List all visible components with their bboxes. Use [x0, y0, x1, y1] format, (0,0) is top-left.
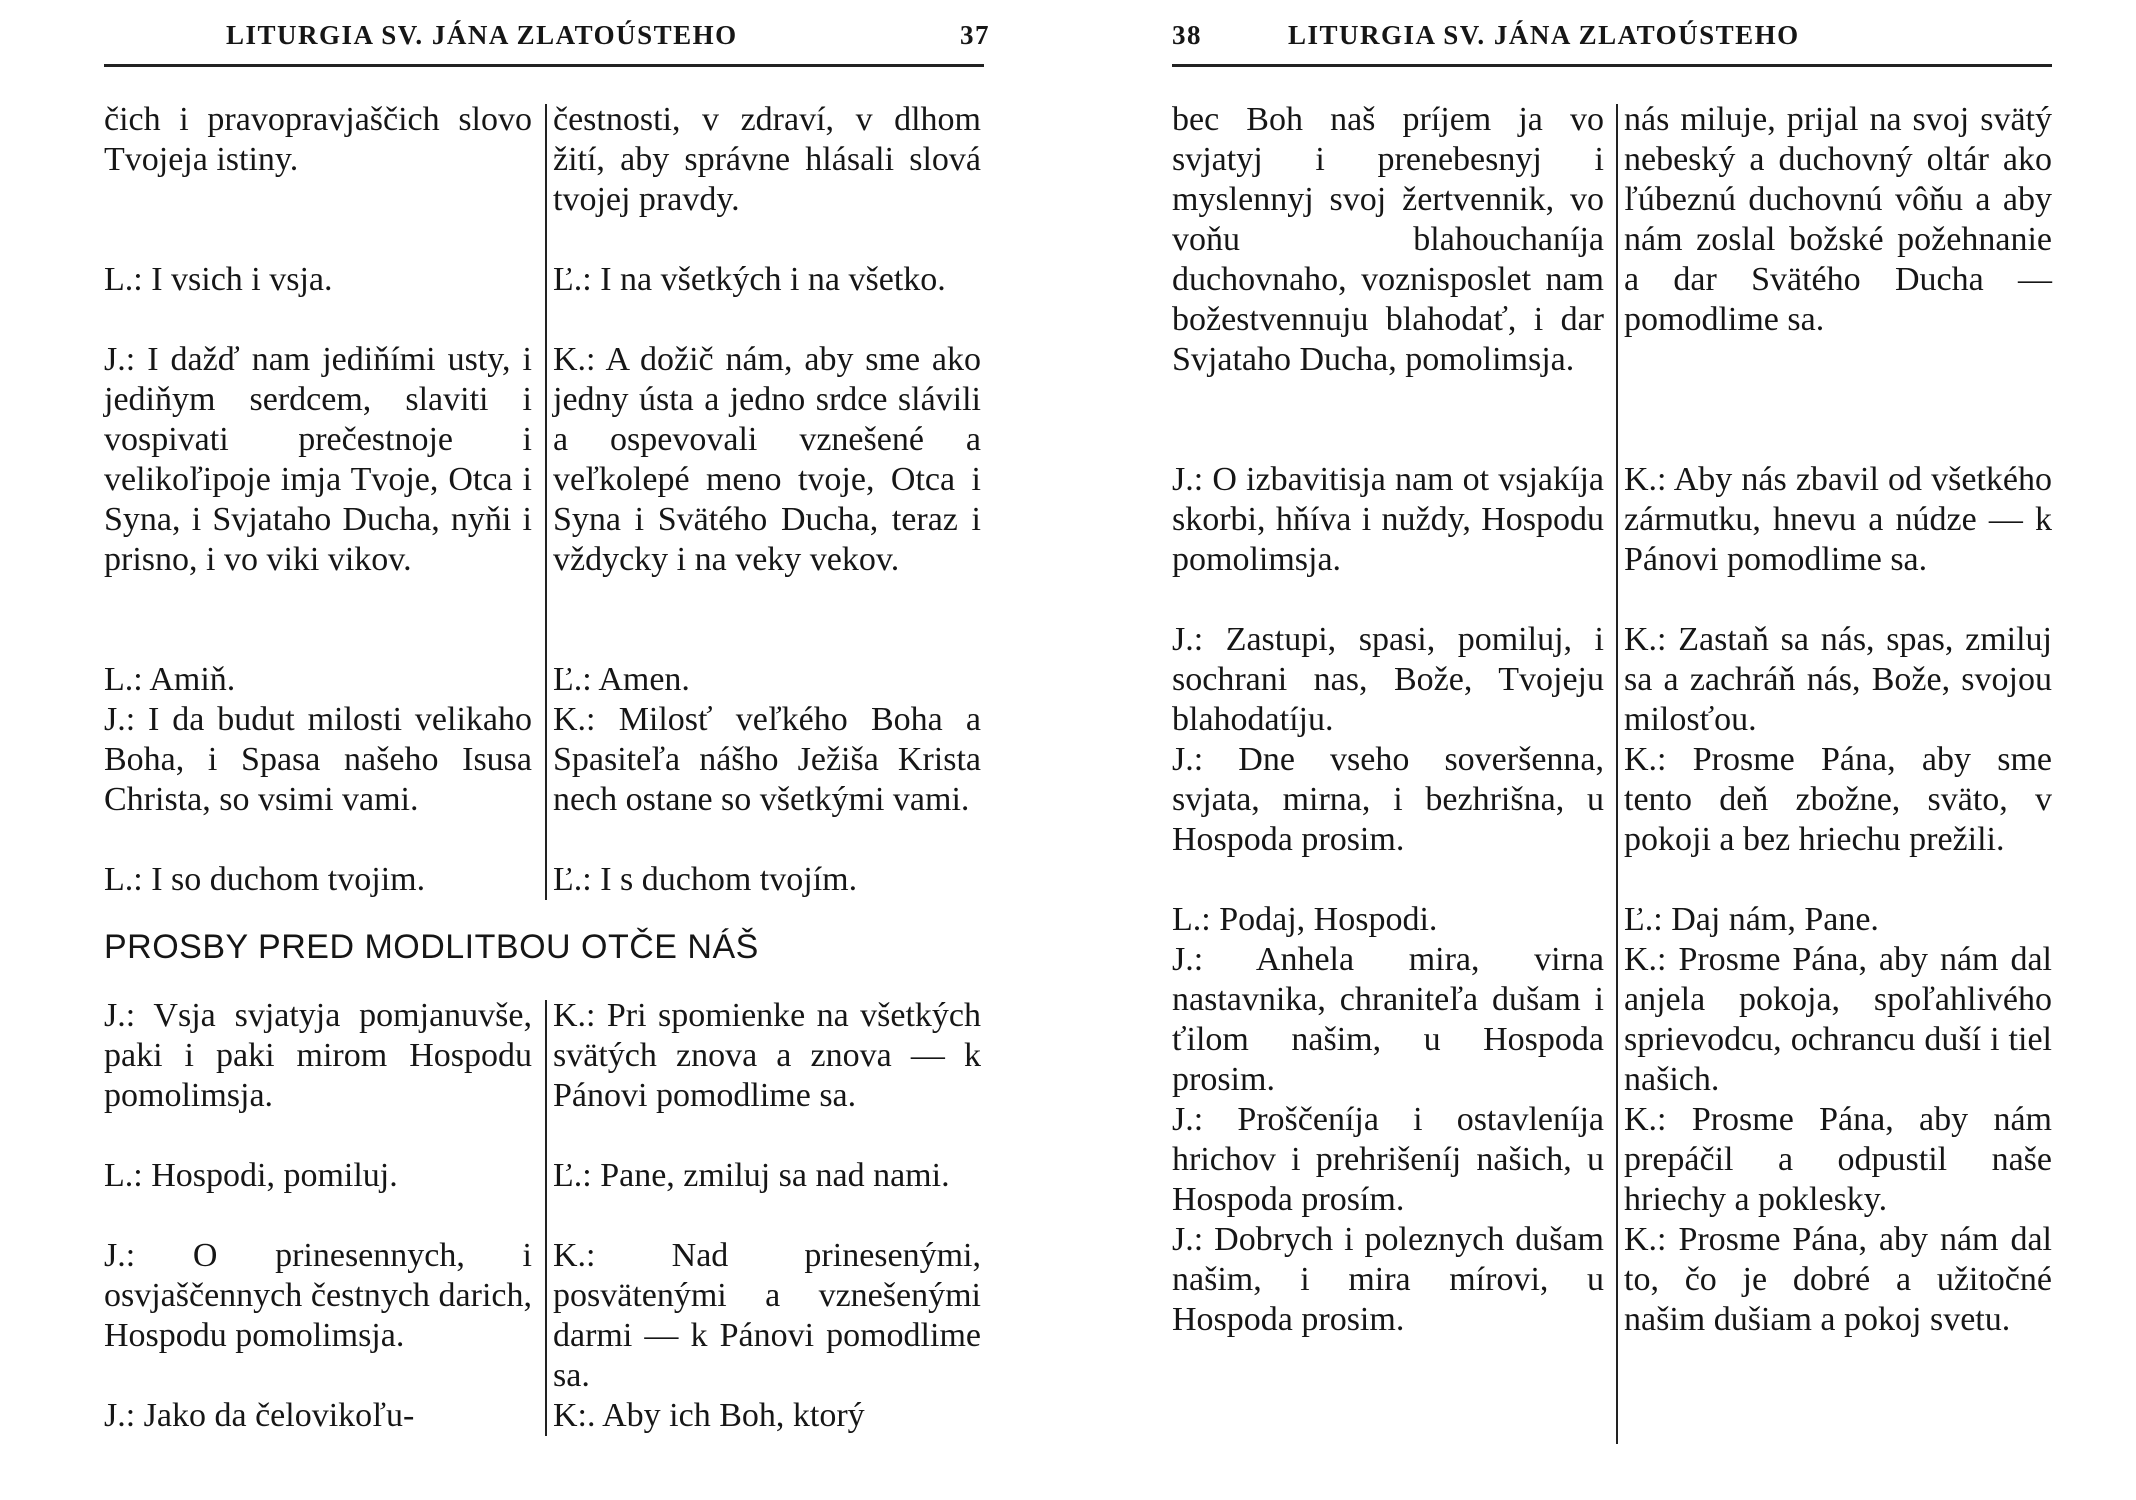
text-segment: K.: Prosme Pána, aby sme tento deň zbožne, sväto, v pokoji a bez hriechu prežili.	[1624, 741, 2052, 858]
header-rule	[1172, 64, 2052, 67]
text-segment: J.: I dažď nam jediňími usty, i jediňym serdcem, slaviti i vospivati prečestnoje i velikoľipoje imja Tvoje, Otca i Syna, i Svjataho Ducha, nyňi i prisno, i vo viki vikov.	[104, 341, 532, 578]
column-slovak	[1624, 100, 2052, 1380]
text-segment: K.: Zastaň sa nás, spas, zmiluj sa a zachráň nás, Bože, svojou milosťou.	[1624, 621, 2052, 738]
header-rule	[104, 64, 984, 67]
text-segment: L.: Amiň.	[104, 661, 236, 698]
text-segment: L.: Hospodi, pomiluj.	[104, 1157, 398, 1194]
running-header: LITURGIA SV. JÁNA ZLATOÚSTEHO	[226, 20, 738, 50]
text-segment: J.: Anhela mira, virna nastavnika, chraniteľa dušam i ťilom našim, u Hospoda prosim.	[1172, 941, 1604, 1098]
column-rusyn-bottom	[104, 996, 532, 1436]
column-slovak-top	[553, 100, 981, 900]
column-divider	[545, 1000, 547, 1436]
text-segment: J.: Vsja svjatyja pomjanuvše, paki i paki mirom Hospodu pomolimsja.	[104, 997, 532, 1114]
text-segment: Ľ.: I na všetkých i na všetko.	[553, 261, 946, 298]
text-segment: K:. Aby ich Boh, ktorý	[553, 1397, 865, 1434]
text-segment: Ľ.: Amen.	[553, 661, 690, 698]
text-segment: K.: Aby nás zbavil od všetkého zármutku, hnevu a núdze — k Pánovi pomodlime sa.	[1624, 461, 2052, 578]
page-number: 38	[1172, 20, 1202, 50]
page-number: 37	[960, 20, 990, 50]
text-segment: J.: Dne vseho soveršenna, svjata, mirna, i bezhrišna, u Hospoda prosim.	[1172, 741, 1604, 858]
running-header: LITURGIA SV. JÁNA ZLATOÚSTEHO	[1288, 20, 1800, 50]
text-segment: J.: Zastupi, spasi, pomiluj, i sochrani nas, Bože, Tvojeju blahodatíju.	[1172, 621, 1604, 738]
text-segment: Ľ.: Daj nám, Pane.	[1624, 901, 1879, 938]
text-segment: K.: Milosť veľkého Boha a Spasiteľa nášho Ježiša Krista nech ostane so všetkými vami.	[553, 701, 981, 818]
text-segment: K.: Prosme Pána, aby nám dal to, čo je dobré a užitočné našim dušiam a pokoj svetu.	[1624, 1221, 2052, 1338]
text-segment: čich i pravopravjaščich slovo Tvojeja istiny.	[104, 101, 532, 178]
text-segment: K.: Prosme Pána, aby nám prepáčil a odpustil naše hriechy a poklesky.	[1624, 1101, 2052, 1218]
text-segment: K.: Prosme Pána, aby nám dal anjela pokoja, spoľahlivého sprievodcu, ochrancu duší i tiel našich.	[1624, 941, 2052, 1098]
text-segment: J.: I da budut milosti velikaho Boha, i Spasa našeho Isusa Christa, so vsimi vami.	[104, 701, 532, 818]
text-segment: Ľ.: Pane, zmiluj sa nad nami.	[553, 1157, 950, 1194]
text-segment: bec Boh naš príjem ja vo svjatyj i prenebesnyj i myslennyj svoj žertvennik, vo voňu blahouchaníja duchovnaho, voznisposlet nam božestvennuju blahodať, i dar Svjataho Ducha, pomolimsja.	[1172, 101, 1604, 378]
text-segment: J.: Dobrych i poleznych dušam našim, i mira mírovi, u Hospoda prosim.	[1172, 1221, 1604, 1338]
text-segment: J.: Proščeníja i ostavleníja hrichov i prehrišeníj našich, u Hospoda prosím.	[1172, 1101, 1604, 1218]
text-segment: Ľ.: I s duchom tvojím.	[553, 861, 858, 898]
column-divider	[1616, 104, 1618, 1444]
section-title: PROSBY PRED MODLITBOU OTČE NÁŠ	[104, 928, 759, 966]
right-page	[1068, 0, 2136, 1500]
text-segment: L.: Podaj, Hospodi.	[1172, 901, 1438, 938]
column-rusyn-top	[104, 100, 532, 900]
text-segment: K.: Nad prinesenými, posvätenými a vznešenými darmi — k Pánovi pomodlime sa.	[553, 1237, 981, 1394]
text-segment: nás miluje, prijal na svoj svätý nebeský a duchovný oltár ako ľúbeznú duchovnú vôňu a aby nám zoslal božské požehnanie a dar Svätého Ducha — pomodlime sa.	[1624, 101, 2052, 338]
text-segment: J.: O izbavitisja nam ot vsjakíja skorbi, hňíva i nuždy, Hospodu pomolimsja.	[1172, 461, 1604, 578]
column-divider	[545, 104, 547, 900]
text-segment: K.: Pri spomienke na všetkých svätých znova a znova — k Pánovi pomodlime sa.	[553, 997, 981, 1114]
text-segment: čestnosti, v zdraví, v dlhom žití, aby správne hlásali slová tvojej pravdy.	[553, 101, 981, 218]
text-segment: L.: I vsich i vsja.	[104, 261, 333, 298]
text-segment: K.: A dožič nám, aby sme ako jedny ústa a jedno srdce slávili a ospevovali vznešené a veľkolepé meno tvoje, Otca i Syna i Svätého Ducha, teraz i vždycky i na veky vekov.	[553, 341, 981, 578]
text-segment: J.: Jako da čelovikoľu-	[104, 1397, 415, 1434]
text-segment: L.: I so duchom tvojim.	[104, 861, 426, 898]
column-slovak-bottom	[553, 996, 981, 1436]
text-segment: J.: O prinesennych, i osvjaščennych čestnych darich, Hospodu pomolimsja.	[104, 1237, 532, 1354]
column-rusyn	[1172, 100, 1604, 1340]
